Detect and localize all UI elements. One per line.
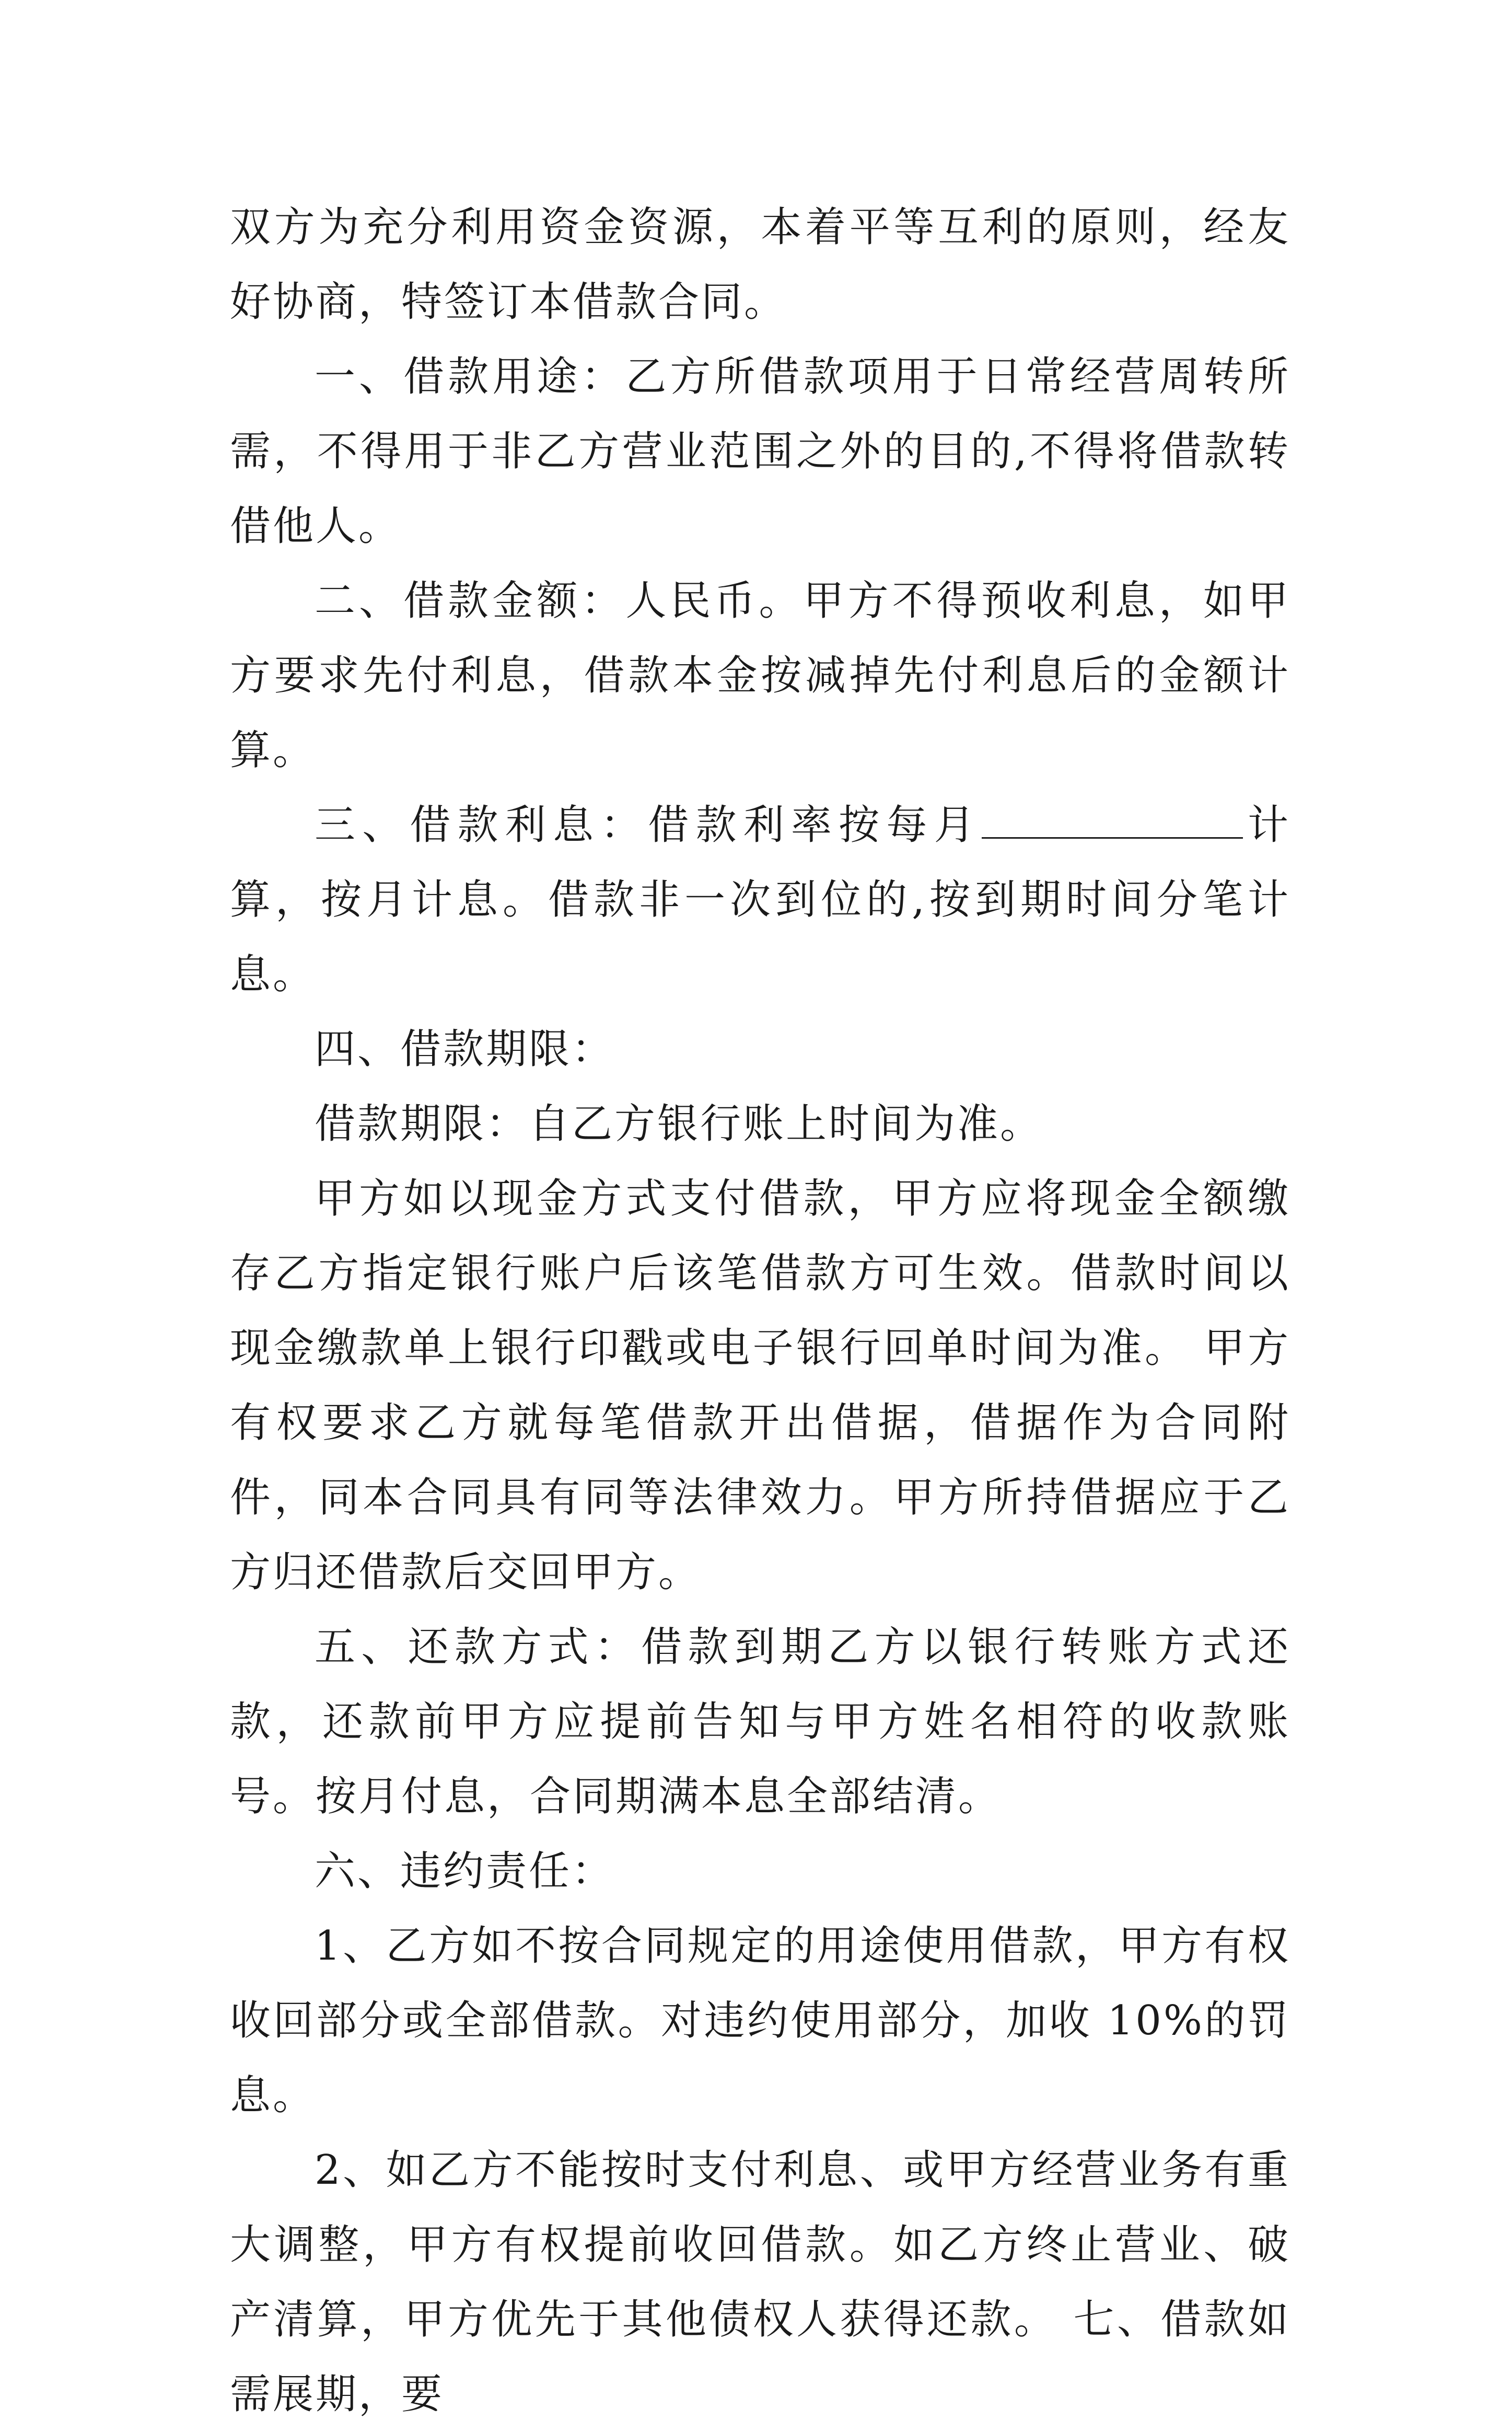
paragraph-loan-interest [230, 788, 1290, 1012]
paragraph-cash-payment: 甲方如以现金方式支付借款，甲方应将现金全额缴存乙方指定银行账户后该笔借款方可生效。借款时间以现金缴款单上银行印戳或电子银行回单时间为准。 甲方有权要求乙方就每笔借款开出借据，借据作为合同附件，同本合同具有同等法律效力。甲方所持借据应于乙方归还借款后交回甲方。 [230, 1175, 1290, 1596]
interest-text-before: 三、借款利息：借款利率按每月 [315, 802, 982, 849]
paragraph-loan-purpose: 一、借款用途：乙方所借款项用于日常经营周转所需，不得用于非乙方营业范围之外的目的,不得将借款转借他人。 [230, 353, 1290, 550]
paragraph-loan-amount: 二、借款金额：人民币。甲方不得预收利息，如甲方要求先付利息，借款本金按减掉先付利息后的金额计算。 [230, 577, 1290, 774]
contract-body [230, 190, 1290, 2432]
paragraph-liability-heading: 六、违约责任： [315, 1848, 615, 1895]
paragraph-repayment: 五、还款方式：借款到期乙方以银行转账方式还款，还款前甲方应提前告知与甲方姓名相符的收款账号。按月付息，合同期满本息全部结清。 [230, 1624, 1290, 1820]
interest-rate-blank [982, 801, 1243, 839]
paragraph-liability-2: 2、如乙方不能按时支付利息、或甲方经营业务有重大调整，甲方有权提前收回借款。如乙方终止营业、破产清算，甲方优先于其他债权人获得还款。 七、借款如需展期，要 [230, 2147, 1290, 2418]
paragraph-loan-term-heading: 四、借款期限： [315, 1026, 615, 1073]
interest-text-after: 计算，按月计息。借款非一次到位的,按到期时间分笔计息。 [230, 802, 1290, 998]
paragraph-loan-term: 借款期限：自乙方银行账上时间为准。 [315, 1101, 1043, 1148]
paragraph-liability-1: 1、乙方如不按合同规定的用途使用借款，甲方有权收回部分或全部借款。对违约使用部分，加收 10%的罚息。 [230, 1923, 1290, 2119]
paragraph-intro: 双方为充分利用资金资源，本着平等互利的原则，经友好协商，特签订本借款合同。 [230, 204, 1290, 326]
